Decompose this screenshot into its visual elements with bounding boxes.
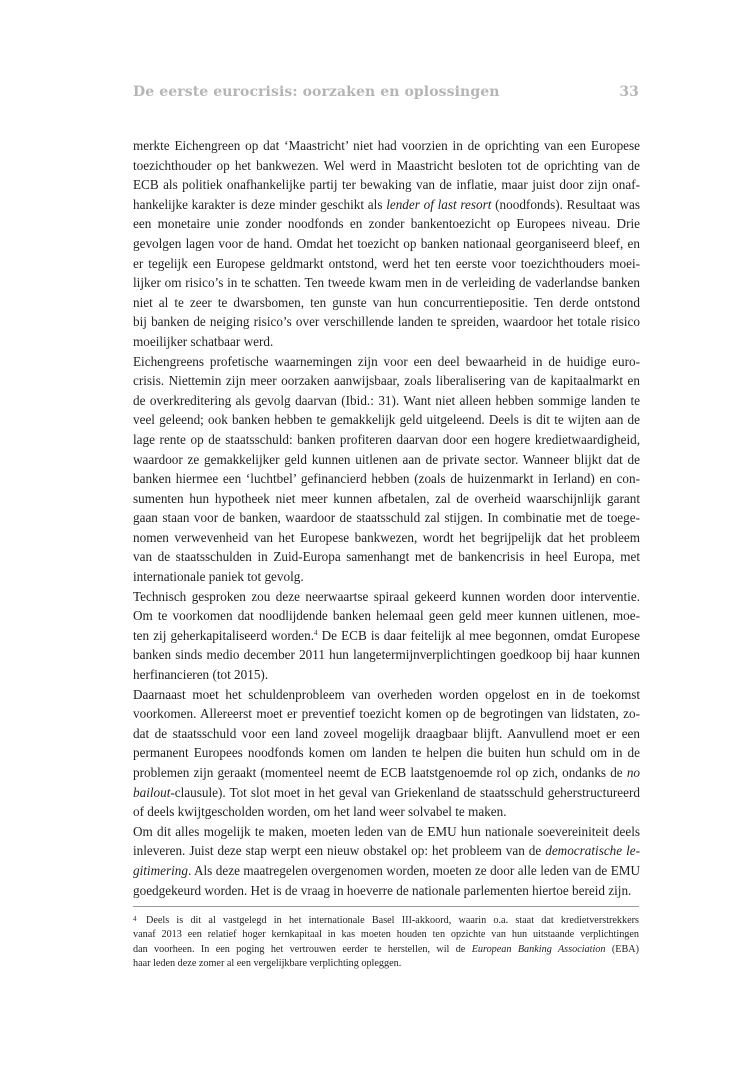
text-line: ECB als politiek onafhankelijke partij ter bewaking van de inflatie, maar juist door zijn onaf- xyxy=(133,177,640,193)
text-line: Eichengreens profetische waarnemingen zijn voor een deel bewaarheid in de huidige euro- xyxy=(133,353,640,369)
text-line: banken sinds medio december 2011 hun langetermijnverplichtingen goedkoop bij haar kunnen xyxy=(133,647,640,663)
page-number: 33 xyxy=(619,84,639,100)
text-line: een monetaire unie zonder noodfonds en zonder bankentoezicht op Europees niveau. Drie xyxy=(133,216,640,232)
text-line: bij banken de neiging risico’s over verschillende landen te spreiden, waardoor het totale risico xyxy=(133,314,640,330)
text-line: niet al te zeer te dwarsbomen, ten gunste van hun concurrentiepositie. Ten derde ontstond xyxy=(133,294,640,310)
paragraph xyxy=(133,136,640,352)
text-line: toezichthouder op het bankwezen. Wel werd in Maastricht besloten tot de oprichting van de xyxy=(133,157,640,173)
chapter-title: De eerste eurocrisis: oorzaken en oplossingen xyxy=(133,84,500,100)
paragraph xyxy=(133,352,640,587)
text-line: problemen zijn geraakt (momenteel neemt de ECB laatstgenoemde rol op zich, ondanks de no xyxy=(133,765,640,780)
footnote-number: 4 xyxy=(133,915,137,923)
paragraph xyxy=(133,587,640,685)
text-line: Om dit alles mogelijk te maken, moeten leden van de EMU hun nationale soevereiniteit deels xyxy=(133,823,640,839)
text-line: dat de staatsschuld voor een land zoveel mogelijk draagbaar blijft. Aanvullend moet er een xyxy=(133,725,640,741)
text-line: gitimering. Als deze maatregelen overgenomen worden, moeten ze door alle leden van de EMU xyxy=(133,862,640,878)
text-line: de overkreditering als gevolg daarvan (Ibid.: 31). Want niet alleen hebben sommige landen te xyxy=(133,392,640,408)
text-line: er tegelijk een Europese geldmarkt ontstond, werd het ten eerste voor toezichthouders moei- xyxy=(133,255,640,271)
text-line: voorkomen. Allereerst moet er preventief toezicht komen op de begrotingen van lidstaten, zo- xyxy=(133,706,640,722)
text-line: permanent Europees noodfonds komen om landen te helpen die buiten hun schuld om in de xyxy=(133,745,640,761)
text-line: moeilijker schatbaar werd. xyxy=(133,333,274,349)
text-line: Om te voorkomen dat noodlijdende banken helemaal geen geld meer kunnen uitlenen, moe- xyxy=(133,608,640,624)
text-line: merkte Eichengreen op dat ‘Maastricht’ niet had voorzien in de oprichting van een Europese xyxy=(133,138,640,153)
text-line: van de staatsschulden in Zuid-Europa samenhangt met de bankencrisis in heel Europa, met xyxy=(133,549,640,565)
text-line: sumenten hun hypotheek niet meer kunnen afbetalen, zal de overheid waarschijnlijk garant xyxy=(133,490,640,506)
footnote-text xyxy=(133,914,639,972)
text-line: gevolgen lagen voor de hand. Omdat het toezicht op banken nationaal georganiseerd bleef, en xyxy=(133,235,640,251)
text-line: Technisch gesproken zou deze neerwaartse spiraal gekeerd kunnen worden door interventie. xyxy=(133,588,640,604)
footnote-divider xyxy=(133,906,639,907)
footnote-line: dan voorheen. In een poging het vertrouwen eerder te herstellen, wil de European Banking Association (EBA) xyxy=(133,943,640,955)
text-line: Daarnaast moet het schuldenprobleem van overheden worden opgelost en in de toekomst xyxy=(133,686,640,702)
text-line: hankelijke karakter is deze minder geschikt als lender of last resort (noodfonds). Resultaat was xyxy=(133,196,640,212)
text-line: herfinancieren (tot 2015). xyxy=(133,667,269,683)
text-line: of deels kwijtgescholden worden, om het land weer solvabel te maken. xyxy=(133,804,507,820)
text-line: waardoor ze gemakkelijker geld kunnen uitlenen aan de private sector. Wanneer blijkt dat de xyxy=(133,451,640,467)
text-line: veel geleend; ook banken hebben te gemakkelijk geld uitgeleend. Deels is dit te wijten aan de xyxy=(133,412,640,428)
footnote-line: haar leden deze zomer al een vergelijkbare verplichting opleggen. xyxy=(133,958,402,970)
body-text xyxy=(133,136,640,900)
text-line: gaan staan voor de banken, waardoor de staatsschuld zal stijgen. In combinatie met de toege- xyxy=(133,510,640,526)
footnote-line: vanaf 2013 een relatief hoger kernkapitaal in kas moeten houden ten opzichte van hun uitstaande verplichtingen xyxy=(133,929,639,941)
text-line: internationale paniek tot gevolg. xyxy=(133,569,304,585)
paragraph xyxy=(133,822,640,900)
text-line: crisis. Niettemin zijn meer oorzaken aanwijsbaar, zoals liberalisering van de kapitaalmarkt en xyxy=(133,373,640,389)
running-head xyxy=(133,84,639,100)
footnotes xyxy=(133,914,639,972)
paragraph xyxy=(133,685,640,822)
text-line: goedgekeurd worden. Het is de vraag in hoeverre de nationale parlementen hiertoe bereid zijn. xyxy=(133,882,632,898)
footnote-reference[interactable]: 4 xyxy=(314,628,318,637)
text-line: inleveren. Juist deze stap werpt een nieuw obstakel op: het probleem van de democratische le- xyxy=(133,843,640,859)
text-line: banken hiermee een ‘luchtbel’ gefinancierd hebben (zoals de huizenmarkt in Ierland) en con- xyxy=(133,471,640,487)
text-line: ten zij geherkapitaliseerd worden.$^4$ De ECB is daar feitelijk al mee begonnen, omdat Europese xyxy=(133,627,640,643)
text-line: lage rente op de staatsschuld: banken profiteren daarvan door een hogere kredietwaardigheid, xyxy=(133,431,640,447)
text-line: lijker om risico’s in te schatten. Ten tweede kwam men in de verleiding de vaderlandse banken xyxy=(133,275,640,291)
text-line: nomen verwevenheid van het Europese bankwezen, wordt het begrijpelijk dat het probleem xyxy=(133,529,640,545)
footnote-line: Deels is dit al vastgelegd in het internationale Basel III-akkoord, waarin o.a. staat dat kredietverstrekkers xyxy=(146,915,639,926)
text-line: bailout-clausule). Tot slot moet in het geval van Griekenland de staatsschuld geherstructureerd xyxy=(133,784,640,800)
